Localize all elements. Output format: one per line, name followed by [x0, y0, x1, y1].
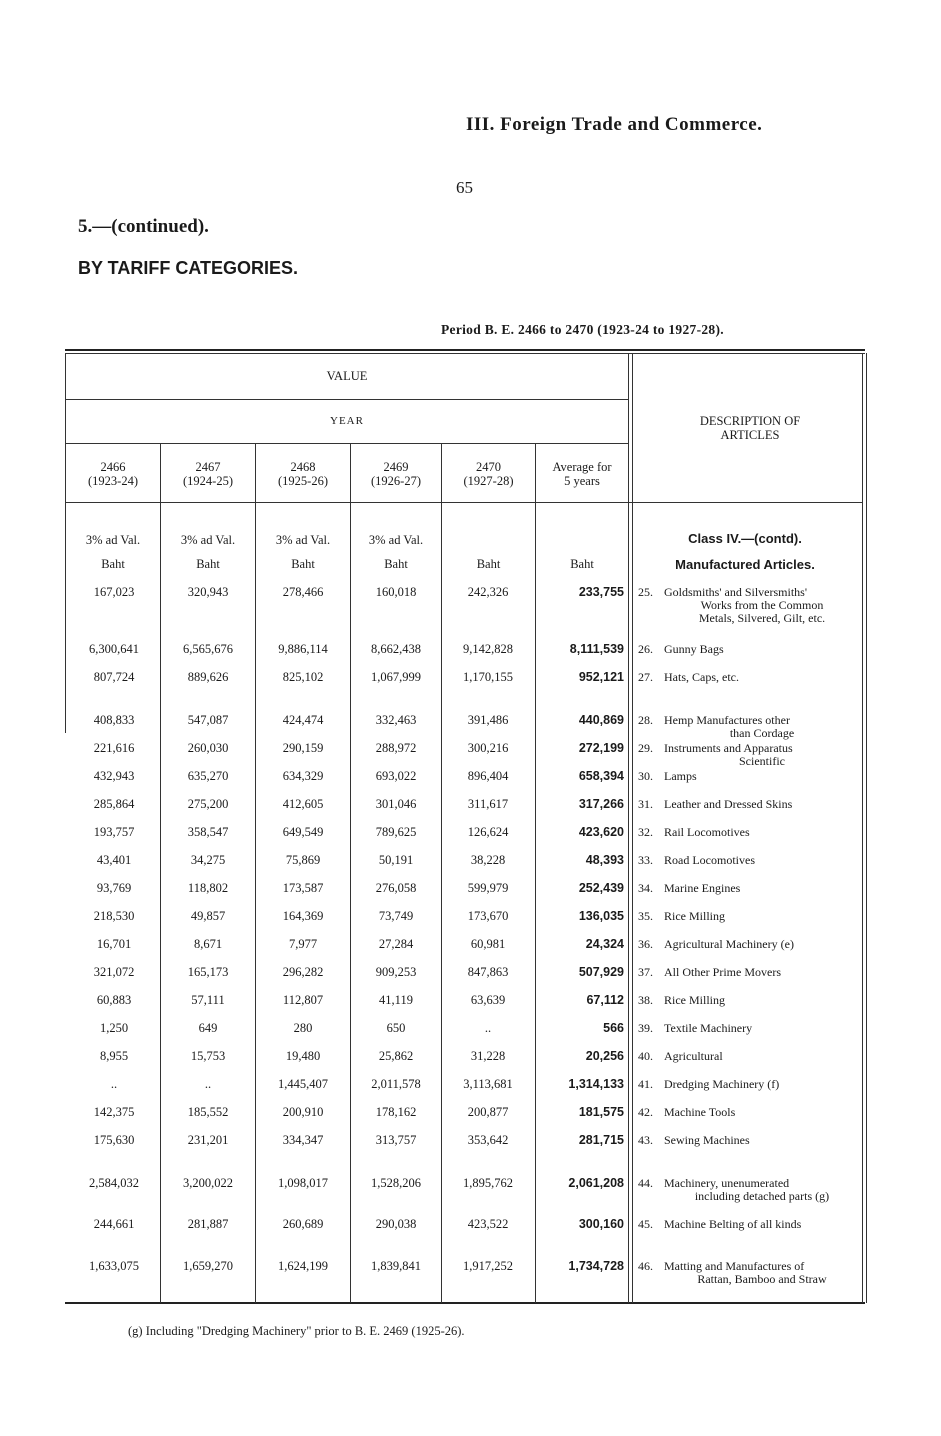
table-cell: 9,886,114 — [278, 642, 328, 656]
article-description — [638, 671, 860, 684]
duty-2468: 3% ad Val. — [275, 533, 331, 547]
table-cell: 41,119 — [379, 993, 413, 1007]
average-cell: 658,394 — [578, 769, 624, 783]
table-cell: 25,862 — [378, 1049, 414, 1063]
article-label: Textile Machinery — [664, 1021, 753, 1035]
article-number: 44. — [638, 1176, 653, 1190]
unit-2467: Baht — [196, 557, 220, 571]
article-number: 40. — [638, 1049, 653, 1063]
article-label: Rice Milling — [664, 993, 725, 1007]
table-cell: 275,200 — [187, 797, 229, 811]
table-cell: 288,972 — [375, 741, 417, 755]
article-label: All Other Prime Movers — [664, 965, 781, 979]
table-cell: .. — [484, 1021, 492, 1035]
article-label-continued: including detached parts (g) — [694, 1189, 830, 1203]
table-right-border-double — [866, 353, 867, 1303]
table-cell: 391,486 — [467, 713, 509, 727]
article-label-continued: Rattan, Bamboo and Straw — [697, 1272, 827, 1286]
value-header: VALUE — [326, 369, 368, 383]
article-label: Dredging Machinery (f) — [664, 1077, 780, 1091]
table-cell: 353,642 — [467, 1133, 509, 1147]
article-number: 31. — [638, 797, 653, 811]
continued-heading: 5.—(continued). — [78, 216, 209, 237]
col-2467-header: 2467 (1924-25) — [183, 460, 233, 488]
average-cell: 1,314,133 — [568, 1077, 624, 1091]
table-top-rule — [65, 349, 865, 351]
table-cell: 1,098,017 — [278, 1176, 328, 1190]
unit-2468: Baht — [291, 557, 315, 571]
article-number: 34. — [638, 881, 653, 895]
col-divider-1 — [160, 443, 161, 1303]
period-heading: Period B. E. 2466 to 2470 (1923-24 to 1927-28). — [441, 322, 724, 337]
table-cell: 244,661 — [93, 1217, 135, 1231]
article-number: 29. — [638, 741, 653, 755]
table-cell: 6,300,641 — [89, 642, 139, 656]
table-cell: 1,659,270 — [183, 1259, 233, 1273]
article-label: Hats, Caps, etc. — [664, 670, 739, 684]
unit-2469: Baht — [384, 557, 408, 571]
article-number: 26. — [638, 642, 653, 656]
average-cell: 181,575 — [578, 1105, 624, 1119]
table-cell: 280 — [293, 1021, 313, 1035]
table-right-border — [862, 353, 863, 1303]
table-cell: 290,159 — [282, 741, 324, 755]
table-cell: 825,102 — [282, 670, 324, 684]
table-cell: 1,067,999 — [371, 670, 421, 684]
table-cell: 57,111 — [191, 993, 225, 1007]
article-number: 45. — [638, 1217, 653, 1231]
article-description — [638, 1050, 860, 1063]
table-top-rule-thin — [65, 353, 865, 354]
table-cell: 693,022 — [375, 769, 417, 783]
article-description — [638, 1078, 860, 1091]
col-divider-2 — [255, 443, 256, 1303]
average-cell: 233,755 — [578, 585, 624, 599]
table-cell: 296,282 — [282, 965, 324, 979]
article-label-continued: Works from the Common — [700, 598, 824, 612]
class-subtitle: Manufactured Articles. — [675, 557, 815, 572]
article-description — [638, 1260, 860, 1286]
table-cell: 649,549 — [282, 825, 324, 839]
table-cell: 178,162 — [375, 1105, 417, 1119]
table-cell: 200,877 — [467, 1105, 509, 1119]
unit-average: Baht — [570, 557, 594, 571]
page-number: 65 — [456, 178, 473, 197]
table-cell: 75,869 — [285, 853, 321, 867]
table-cell: 1,445,407 — [278, 1077, 328, 1091]
col-2468-header: 2468 (1925-26) — [278, 460, 328, 488]
table-cell: 260,689 — [282, 1217, 324, 1231]
table-cell: 424,474 — [282, 713, 324, 727]
table-cell: 281,887 — [187, 1217, 229, 1231]
table-cell: 49,857 — [190, 909, 226, 923]
table-cell: 16,701 — [96, 937, 132, 951]
average-cell: 24,324 — [585, 937, 624, 951]
col-2469-header: 2469 (1926-27) — [371, 460, 421, 488]
col-divider-desc — [628, 353, 629, 1303]
table-cell: 332,463 — [375, 713, 417, 727]
table-cell: 8,671 — [193, 937, 223, 951]
table-cell: 599,979 — [467, 881, 509, 895]
article-label-continued: Metals, Silvered, Gilt, etc. — [698, 611, 826, 625]
col-divider-4 — [441, 443, 442, 1303]
table-cell: 34,275 — [190, 853, 226, 867]
table-cell: 650 — [386, 1021, 406, 1035]
article-label: Agricultural Machinery (e) — [664, 937, 794, 951]
average-cell: 2,061,208 — [568, 1176, 624, 1190]
table-cell: 649 — [198, 1021, 218, 1035]
table-cell: 9,142,828 — [463, 642, 513, 656]
average-cell: 20,256 — [585, 1049, 624, 1063]
table-cell: 6,565,676 — [183, 642, 233, 656]
average-cell: 952,121 — [578, 670, 624, 684]
article-label: Rice Milling — [664, 909, 725, 923]
article-description — [638, 798, 860, 811]
article-description — [638, 770, 860, 783]
table-cell: 50,191 — [378, 853, 414, 867]
article-description — [638, 1177, 860, 1203]
unit-2466: Baht — [101, 557, 125, 571]
average-cell: 67,112 — [586, 993, 624, 1007]
col-2466-header: 2466 (1923-24) — [88, 460, 138, 488]
col-divider-desc-double — [632, 353, 633, 1303]
table-cell: 19,480 — [285, 1049, 321, 1063]
table-cell: 320,943 — [187, 585, 229, 599]
section-title: III. Foreign Trade and Commerce. — [466, 114, 763, 135]
table-cell: 218,530 — [93, 909, 135, 923]
col-average-header: Average for 5 years — [552, 460, 612, 488]
average-cell: 300,160 — [578, 1217, 624, 1231]
col-divider-5 — [535, 443, 536, 1303]
header-bottom-rule — [66, 502, 862, 503]
article-number: 30. — [638, 769, 653, 783]
year-header: YEAR — [330, 415, 364, 427]
article-label: Rail Locomotives — [664, 825, 750, 839]
article-label: Hemp Manufactures other — [664, 713, 790, 727]
table-cell: 290,038 — [375, 1217, 417, 1231]
article-label: Leather and Dressed Skins — [664, 797, 793, 811]
article-number: 27. — [638, 670, 653, 684]
article-label-continued: Scientific — [739, 754, 785, 768]
description-header: DESCRIPTION OF ARTICLES — [699, 414, 801, 442]
article-label: Machinery, unenumerated — [664, 1176, 790, 1190]
table-cell: 276,058 — [375, 881, 417, 895]
table-cell: 1,624,199 — [278, 1259, 328, 1273]
article-label: Sewing Machines — [664, 1133, 750, 1147]
article-label: Goldsmiths' and Silversmiths' — [664, 585, 807, 599]
table-cell: 1,633,075 — [89, 1259, 139, 1273]
table-cell: 3,200,022 — [183, 1176, 233, 1190]
table-cell: 164,369 — [282, 909, 324, 923]
table-cell: 175,630 — [93, 1133, 135, 1147]
table-cell: 193,757 — [93, 825, 135, 839]
average-cell: 252,439 — [578, 881, 624, 895]
table-cell: .. — [110, 1077, 118, 1091]
article-description — [638, 1022, 860, 1035]
table-cell: 8,955 — [99, 1049, 129, 1063]
table-cell: 15,753 — [190, 1049, 226, 1063]
table-cell: 1,917,252 — [463, 1259, 513, 1273]
table-cell: 285,864 — [93, 797, 135, 811]
table-cell: 63,639 — [470, 993, 506, 1007]
average-cell: 507,929 — [578, 965, 624, 979]
table-cell: 635,270 — [187, 769, 229, 783]
article-label: Gunny Bags — [664, 642, 724, 656]
footnote: (g) Including "Dredging Machinery" prior to B. E. 2469 (1925-26). — [128, 1324, 465, 1338]
table-cell: 165,173 — [187, 965, 229, 979]
average-cell: 48,393 — [585, 853, 624, 867]
average-cell: 566 — [603, 1021, 624, 1035]
table-cell: 167,023 — [93, 585, 135, 599]
article-description — [638, 938, 860, 951]
duty-2467: 3% ad Val. — [180, 533, 236, 547]
article-number: 42. — [638, 1105, 653, 1119]
table-cell: 432,943 — [93, 769, 135, 783]
table-cell: 118,802 — [187, 881, 229, 895]
article-number: 46. — [638, 1259, 653, 1273]
article-number: 28. — [638, 713, 653, 727]
average-cell: 1,734,728 — [568, 1259, 624, 1273]
table-cell: 242,326 — [467, 585, 509, 599]
article-label: Machine Belting of all kinds — [664, 1217, 802, 1231]
table-cell: 142,375 — [93, 1105, 135, 1119]
table-cell: 200,910 — [282, 1105, 324, 1119]
col-divider-3 — [350, 443, 351, 1303]
table-cell: 889,626 — [187, 670, 229, 684]
tariff-categories-heading: BY TARIFF CATEGORIES. — [78, 258, 299, 278]
year-rule — [66, 443, 628, 444]
article-number: 35. — [638, 909, 653, 923]
article-number: 25. — [638, 585, 653, 599]
table-cell: 321,072 — [93, 965, 135, 979]
article-description — [638, 854, 860, 867]
table-cell: 1,895,762 — [463, 1176, 513, 1190]
table-cell: 112,807 — [282, 993, 324, 1007]
table-cell: 8,662,438 — [371, 642, 421, 656]
article-number: 36. — [638, 937, 653, 951]
table-cell: 909,253 — [375, 965, 417, 979]
table-cell: 173,587 — [282, 881, 324, 895]
table-cell: 311,617 — [467, 797, 509, 811]
table-cell: 300,216 — [467, 741, 509, 755]
article-description — [638, 1106, 860, 1119]
table-cell: 423,522 — [467, 1217, 509, 1231]
article-description — [638, 882, 860, 895]
table-cell: 1,170,155 — [463, 670, 513, 684]
table-bottom-rule — [65, 1302, 865, 1304]
table-cell: 547,087 — [187, 713, 229, 727]
table-cell: 221,616 — [93, 741, 135, 755]
table-cell: 185,552 — [187, 1105, 229, 1119]
article-description — [638, 994, 860, 1007]
table-cell: 160,018 — [375, 585, 417, 599]
table-cell: 334,347 — [282, 1133, 324, 1147]
article-number: 41. — [638, 1077, 653, 1091]
table-cell: 301,046 — [375, 797, 417, 811]
article-label: Road Locomotives — [664, 853, 755, 867]
table-cell: 1,839,841 — [371, 1259, 421, 1273]
table-cell: 93,769 — [96, 881, 132, 895]
article-description — [638, 643, 860, 656]
average-cell: 272,199 — [578, 741, 624, 755]
table-cell: 43,401 — [96, 853, 132, 867]
table-cell: 73,749 — [378, 909, 414, 923]
article-label: Matting and Manufactures of — [664, 1259, 805, 1273]
table-cell: 3,113,681 — [463, 1077, 513, 1091]
table-cell: 1,528,206 — [371, 1176, 421, 1190]
table-cell: 358,547 — [187, 825, 229, 839]
article-description — [638, 910, 860, 923]
average-cell: 281,715 — [578, 1133, 624, 1147]
table-cell: 173,670 — [467, 909, 509, 923]
article-number: 33. — [638, 853, 653, 867]
article-description — [638, 714, 860, 740]
table-cell: 31,228 — [470, 1049, 506, 1063]
table-cell: 412,605 — [282, 797, 324, 811]
article-description — [638, 1218, 860, 1231]
average-cell: 8,111,539 — [569, 642, 624, 656]
article-number: 43. — [638, 1133, 653, 1147]
average-cell: 136,035 — [578, 909, 624, 923]
table-cell: 1,250 — [99, 1021, 129, 1035]
article-label: Agricultural — [664, 1049, 723, 1063]
article-number: 38. — [638, 993, 653, 1007]
table-cell: 60,981 — [470, 937, 506, 951]
table-cell: 2,011,578 — [371, 1077, 421, 1091]
table-cell: 60,883 — [96, 993, 132, 1007]
table-cell: 38,228 — [470, 853, 506, 867]
table-cell: 847,863 — [467, 965, 509, 979]
article-label-continued: than Cordage — [729, 726, 795, 740]
table-cell: 260,030 — [187, 741, 229, 755]
article-number: 39. — [638, 1021, 653, 1035]
table-cell: 278,466 — [282, 585, 324, 599]
article-label: Lamps — [664, 769, 697, 783]
class-title: Class IV.—(contd). — [688, 531, 802, 546]
average-cell: 440,869 — [578, 713, 624, 727]
article-description — [638, 742, 860, 768]
article-number: 32. — [638, 825, 653, 839]
duty-2466: 3% ad Val. — [85, 533, 141, 547]
article-description — [638, 966, 860, 979]
article-description — [638, 1134, 860, 1147]
table-cell: 2,584,032 — [89, 1176, 139, 1190]
table-cell: 231,201 — [187, 1133, 229, 1147]
article-label: Machine Tools — [664, 1105, 736, 1119]
value-rule — [66, 399, 628, 400]
table-cell: 789,625 — [375, 825, 417, 839]
table-cell: 634,329 — [282, 769, 324, 783]
table-cell: 896,404 — [467, 769, 509, 783]
article-description — [638, 586, 860, 625]
article-description — [638, 826, 860, 839]
table-cell: 126,624 — [467, 825, 509, 839]
average-cell: 423,620 — [578, 825, 624, 839]
col-2470-header: 2470 (1927-28) — [463, 460, 514, 488]
article-label: Marine Engines — [664, 881, 741, 895]
article-number: 37. — [638, 965, 653, 979]
average-cell: 317,266 — [578, 797, 624, 811]
article-label: Instruments and Apparatus — [664, 741, 793, 755]
table-cell: 807,724 — [93, 670, 135, 684]
table-cell: 7,977 — [288, 937, 318, 951]
table-cell: 313,757 — [375, 1133, 417, 1147]
duty-2469: 3% ad Val. — [368, 533, 424, 547]
table-cell: 408,833 — [93, 713, 135, 727]
table-cell: .. — [204, 1077, 212, 1091]
unit-2470: Baht — [476, 557, 501, 571]
table-cell: 27,284 — [378, 937, 414, 951]
